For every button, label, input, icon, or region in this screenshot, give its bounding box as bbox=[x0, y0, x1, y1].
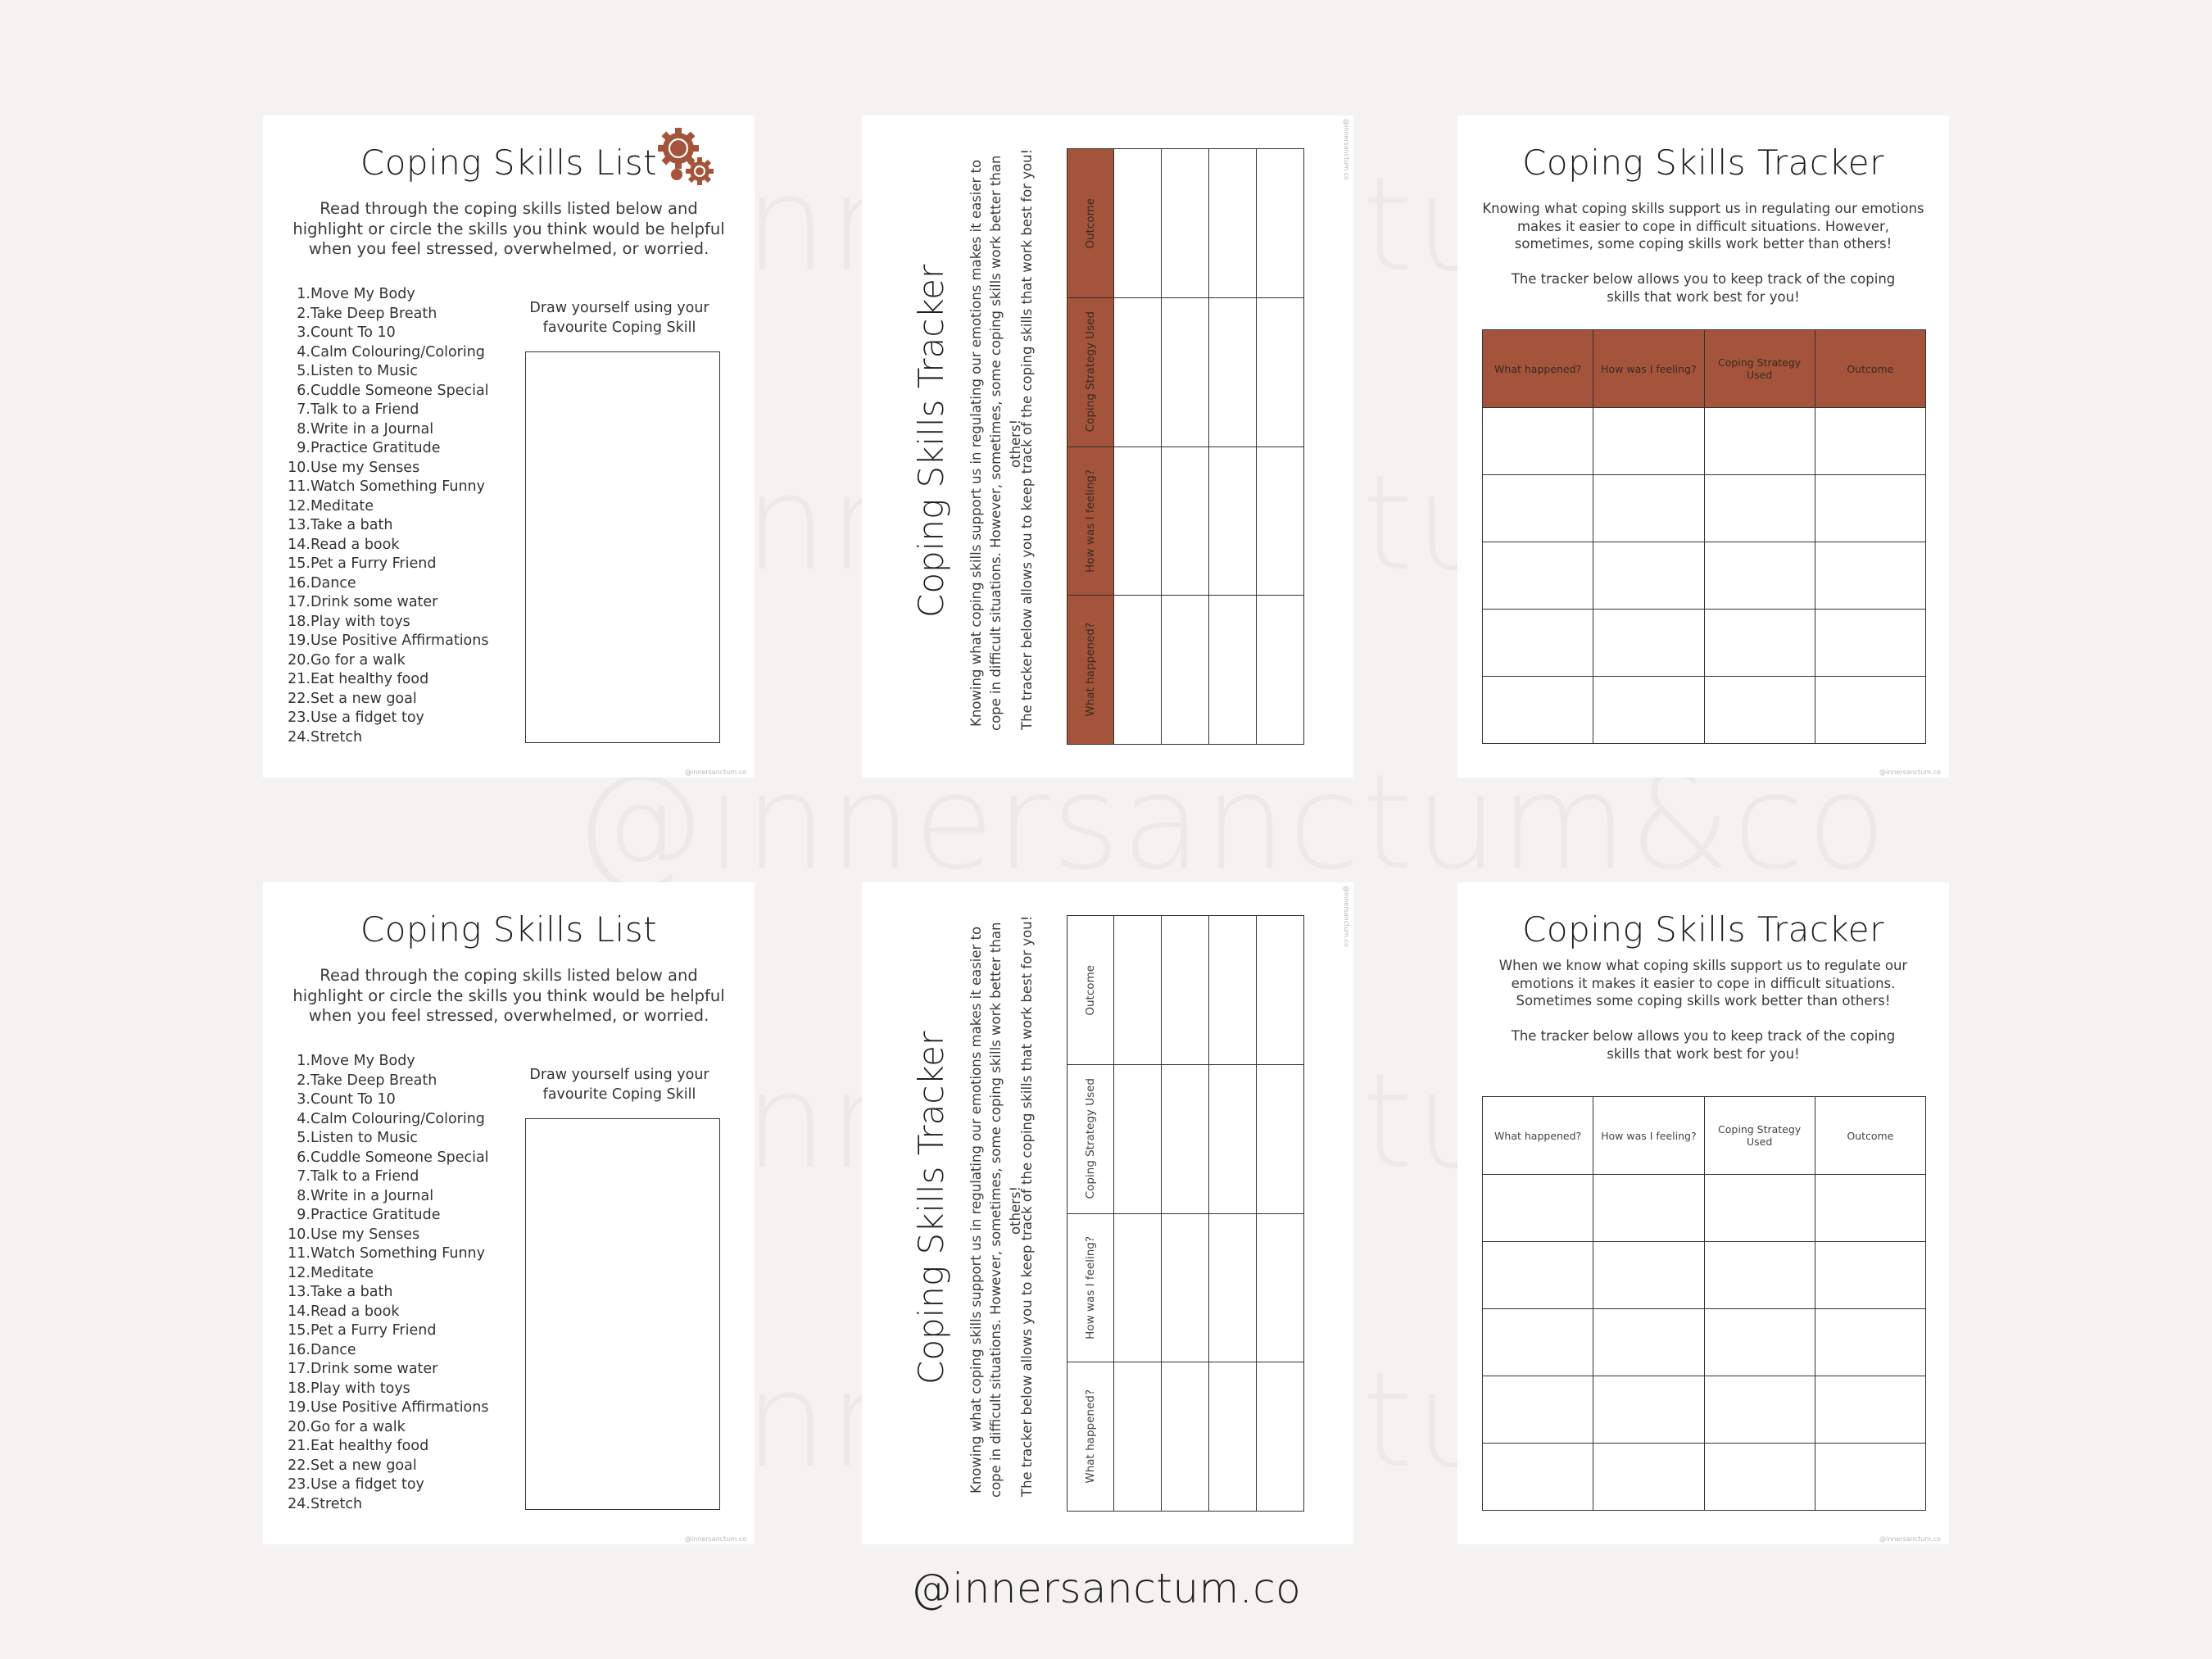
horizontal-tracker-page bbox=[1457, 116, 1949, 777]
list-item: 11. Watch Something Funny bbox=[288, 478, 485, 495]
intro-text: Read through the coping skills listed below and highlight or circle the skills you think would be helpful when you feel stressed, overwhelmed, or worried. bbox=[292, 199, 725, 258]
list-item: 19. Use Positive Affirmations bbox=[288, 632, 489, 649]
header-cell: Coping Strategy Used bbox=[1704, 1097, 1815, 1175]
description-text: Knowing what coping skills support us in regulating our emotions makes it easier to cope in difficult situations. However, sometimes, some coping skills work better than others! bbox=[968, 922, 1023, 1498]
list-item: 23. Use a fidget toy bbox=[288, 709, 424, 726]
list-item: 15. Pet a Furry Friend bbox=[288, 1322, 437, 1339]
header-cell: How was I feeling? bbox=[1067, 446, 1114, 596]
list-item: 23. Use a fidget toy bbox=[288, 1476, 424, 1493]
list-item: 22. Set a new goal bbox=[288, 1457, 417, 1474]
page-title: Coping Skills Tracker bbox=[911, 1031, 951, 1385]
list-item: 12. Meditate bbox=[288, 497, 374, 514]
page-title: Coping Skills List bbox=[360, 909, 658, 950]
footer-mark: @innersanctum.co bbox=[685, 1535, 746, 1543]
list-item: 20. Go for a walk bbox=[288, 651, 406, 669]
header-cell: Coping Strategy Used bbox=[1704, 330, 1815, 408]
header-cell: Outcome bbox=[1815, 1097, 1925, 1175]
drawing-box bbox=[525, 351, 720, 743]
tracker-table bbox=[1067, 915, 1304, 1512]
list-item: 7. Talk to a Friend bbox=[297, 1168, 419, 1185]
list-item: 4. Calm Colouring/Coloring bbox=[297, 1110, 485, 1127]
header-cell: How was I feeling? bbox=[1593, 330, 1704, 408]
brand-handle: @innersanctum.co bbox=[910, 1565, 1302, 1612]
list-item: 20. Go for a walk bbox=[288, 1418, 406, 1435]
list-item: 9. Practice Gratitude bbox=[297, 440, 441, 456]
header-cell: Outcome bbox=[1815, 330, 1925, 408]
page-title: Coping Skills Tracker bbox=[1522, 143, 1884, 183]
header-cell: How was I feeling? bbox=[1067, 1213, 1114, 1362]
list-item: 21. Eat healthy food bbox=[288, 671, 429, 687]
footer-mark: @innersanctum.co bbox=[1879, 1535, 1941, 1543]
list-item: 5. Listen to Music bbox=[297, 1130, 418, 1146]
list-item: 3. Count To 10 bbox=[297, 324, 396, 341]
description-text: The tracker below allows you to keep track of the coping skills that work best for you! bbox=[1511, 271, 1896, 305]
page-title: Coping Skills Tracker bbox=[911, 264, 951, 619]
description-text: The tracker below allows you to keep track of the coping skills that work best for you! bbox=[1019, 915, 1035, 1497]
list-item: 5. Listen to Music bbox=[297, 363, 418, 379]
list-item: 7. Talk to a Friend bbox=[297, 401, 419, 418]
list-item: 17. Drink some water bbox=[288, 594, 438, 610]
list-item: 13. Take a bath bbox=[288, 1284, 393, 1300]
drawing-box bbox=[525, 1118, 720, 1510]
list-item: 13. Take a bath bbox=[288, 517, 393, 533]
list-item: 4. Calm Colouring/Coloring bbox=[297, 343, 485, 360]
footer-mark: @innersanctum.co bbox=[1879, 768, 1941, 776]
description-text: When we know what coping skills support us to regulate our emotions it makes it easier to cope in difficult situations. Sometimes some coping skills work better than others! bbox=[1498, 958, 1908, 1009]
footer-mark: @innersanctum.co bbox=[685, 768, 746, 776]
header-cell: Coping Strategy Used bbox=[1067, 297, 1114, 446]
list-item: 16. Dance bbox=[288, 574, 356, 592]
header-cell: How was I feeling? bbox=[1593, 1097, 1704, 1175]
skills-list bbox=[286, 1052, 524, 1514]
list-item: 14. Read a book bbox=[288, 536, 400, 553]
header-cell: What happened? bbox=[1067, 596, 1114, 745]
skills-list bbox=[286, 285, 524, 747]
list-item: 11. Watch Something Funny bbox=[288, 1245, 485, 1262]
list-item: 24. Stretch bbox=[288, 728, 363, 746]
list-item: 8. Write in a Journal bbox=[297, 1187, 434, 1204]
list-item: 1. Move My Body bbox=[297, 286, 415, 302]
list-item: 16. Dance bbox=[288, 1341, 356, 1358]
vertical-tracker-page bbox=[862, 882, 1353, 1544]
header-cell: Coping Strategy Used bbox=[1067, 1064, 1114, 1213]
header-cell: What happened? bbox=[1483, 330, 1593, 408]
list-item: 14. Read a book bbox=[288, 1303, 400, 1320]
tracker-table bbox=[1482, 329, 1926, 744]
intro-text: Read through the coping skills listed below and highlight or circle the skills you think would be helpful when you feel stressed, overwhelmed, or worried. bbox=[292, 966, 725, 1025]
list-item: 18. Play with toys bbox=[288, 613, 410, 630]
list-item: 2. Take Deep Breath bbox=[297, 1072, 437, 1089]
list-item: 3. Count To 10 bbox=[297, 1091, 396, 1108]
list-item: 15. Pet a Furry Friend bbox=[288, 555, 437, 572]
header-cell: Outcome bbox=[1067, 916, 1114, 1065]
list-item: 22. Set a new goal bbox=[288, 690, 417, 707]
list-item: 1. Move My Body bbox=[297, 1053, 415, 1069]
side-mark: @innersanctum.co bbox=[1343, 886, 1350, 947]
list-item: 10. Use my Senses bbox=[288, 459, 420, 476]
list-item: 12. Meditate bbox=[288, 1264, 374, 1281]
list-item: 21. Eat healthy food bbox=[288, 1438, 429, 1454]
list-item: 10. Use my Senses bbox=[288, 1226, 420, 1243]
coping-skills-list-page bbox=[263, 116, 755, 777]
list-item: 9. Practice Gratitude bbox=[297, 1207, 441, 1223]
list-item: 19. Use Positive Affirmations bbox=[288, 1399, 489, 1416]
tracker-table bbox=[1067, 148, 1304, 745]
list-item: 6. Cuddle Someone Special bbox=[297, 1149, 489, 1166]
horizontal-tracker-page bbox=[1457, 882, 1949, 1544]
header-cell: What happened? bbox=[1483, 1097, 1593, 1175]
description-text: Knowing what coping skills support us in regulating our emotions makes it easier to cope in difficult situations. However, sometimes, some coping skills work better than others! bbox=[1482, 201, 1924, 252]
description-text: Knowing what coping skills support us in regulating our emotions makes it easier to cope in difficult situations. However, sometimes, some coping skills work better than others! bbox=[968, 155, 1023, 732]
header-cell: Outcome bbox=[1067, 149, 1114, 298]
vertical-tracker-page bbox=[862, 116, 1353, 777]
page-title: Coping Skills List bbox=[360, 143, 658, 183]
page-title: Coping Skills Tracker bbox=[1522, 909, 1884, 950]
description-text: The tracker below allows you to keep track of the coping skills that work best for you! bbox=[1019, 148, 1035, 730]
list-item: 17. Drink some water bbox=[288, 1361, 438, 1377]
description-text: The tracker below allows you to keep track of the coping skills that work best for you! bbox=[1511, 1028, 1896, 1062]
coping-skills-list-page bbox=[263, 882, 755, 1544]
list-item: 2. Take Deep Breath bbox=[297, 305, 437, 322]
draw-label: Draw yourself using your favourite Coping Skill bbox=[529, 1067, 709, 1103]
header-cell: What happened? bbox=[1067, 1362, 1114, 1512]
tracker-table bbox=[1482, 1096, 1926, 1511]
list-item: 18. Play with toys bbox=[288, 1380, 410, 1397]
list-item: 24. Stretch bbox=[288, 1495, 363, 1512]
draw-label: Draw yourself using your favourite Coping Skill bbox=[529, 300, 709, 336]
list-item: 6. Cuddle Someone Special bbox=[297, 382, 489, 399]
list-item: 8. Write in a Journal bbox=[297, 420, 434, 437]
side-mark: @innersanctum.co bbox=[1343, 119, 1350, 180]
